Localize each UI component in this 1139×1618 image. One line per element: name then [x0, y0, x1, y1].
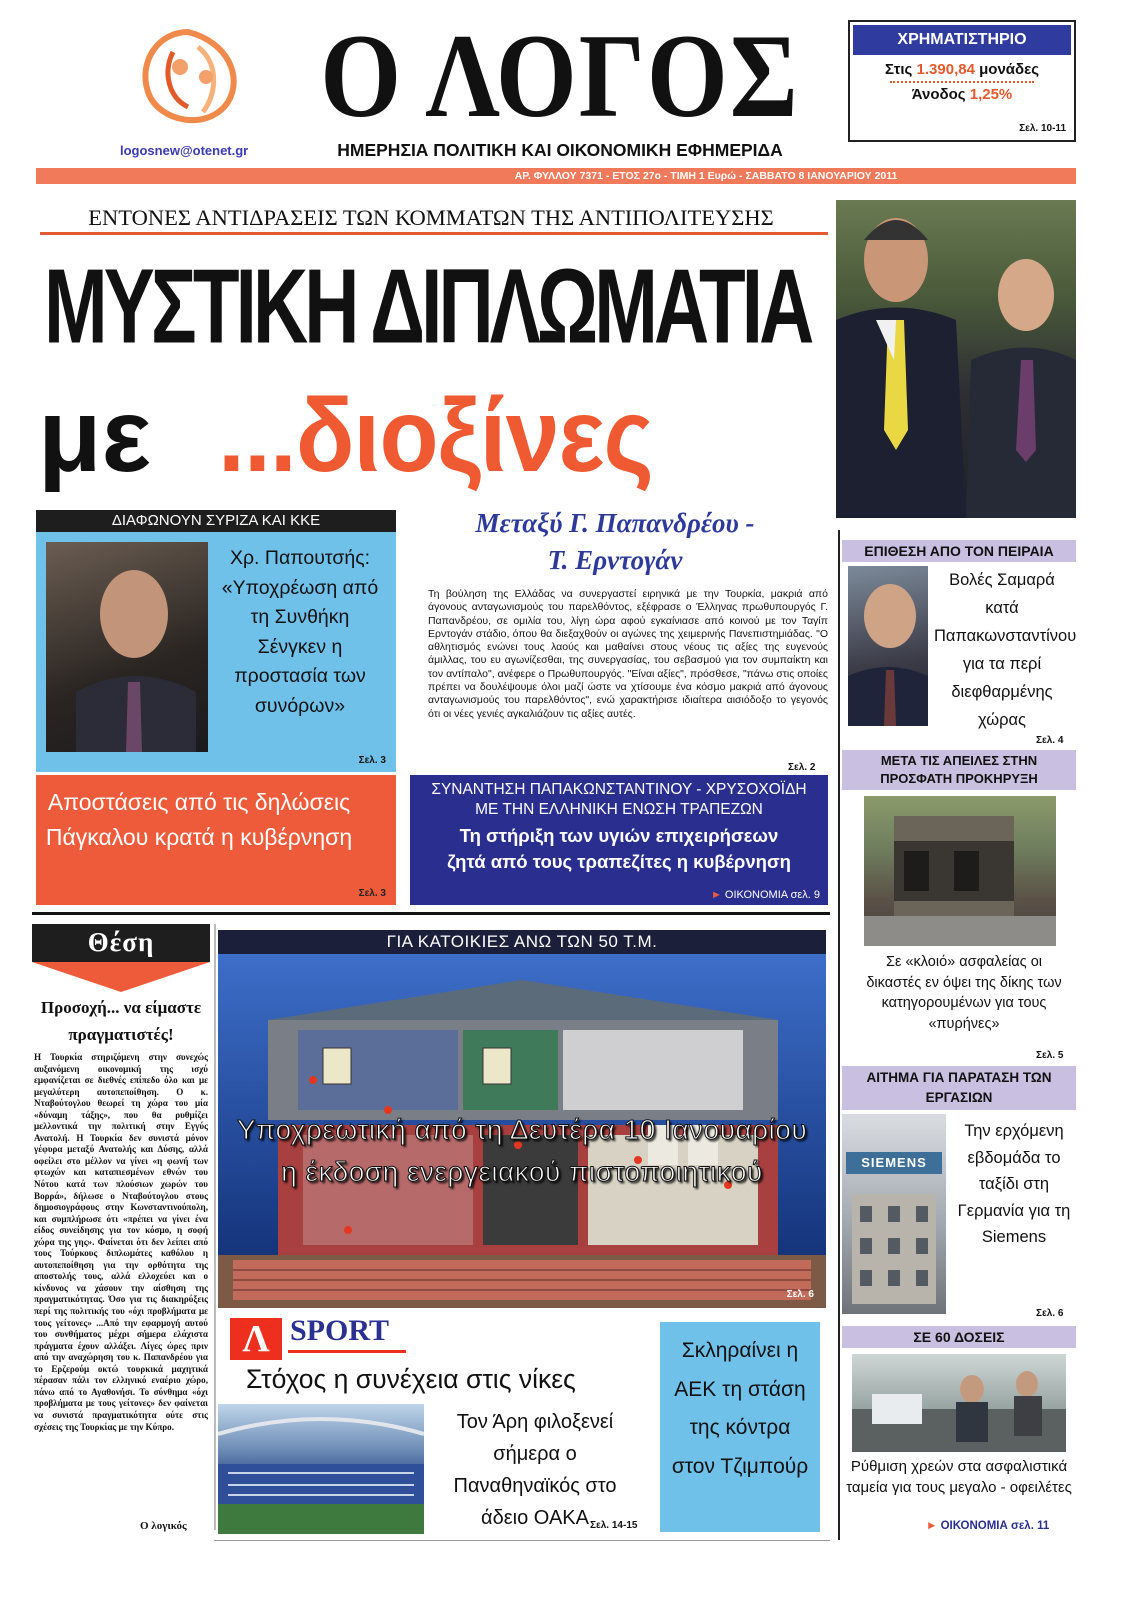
- samaras-photo: [848, 566, 928, 726]
- debt-text: Ρύθμιση χρεών στα ασφαλιστικά ταμεία για τους μεγαλο - οφειλέτες: [846, 1458, 1072, 1496]
- bottom-rule: [214, 1540, 830, 1541]
- stock-page-ref: Σελ. 10-11: [1019, 123, 1066, 134]
- lead-headline-1: ΜΥΣΤΙΚΗ ΔΙΠΛΩΜΑΤΙΑ: [44, 246, 811, 365]
- banks-page-ref-text: ΟΙΚΟΝΟΜΙΑ σελ. 9: [724, 889, 820, 901]
- banks-band-1: ΣΥΝΑΝΤΗΣΗ ΠΑΠΑΚΩΝΣΤΑΝΤΙΝΟΥ - ΧΡΥΣΟΧΟΪΔΗ: [431, 781, 807, 798]
- stock-line-2: [850, 86, 1074, 103]
- energy-headline-2: η έκδοση ενεργειακού πιστοποιητικού: [281, 1156, 763, 1187]
- sport-logo-box: [230, 1318, 282, 1360]
- thesi-column-rule: [214, 924, 216, 1530]
- lead-subhead-1: Μεταξύ Γ. Παπανδρέου -: [475, 508, 755, 538]
- energy-band: ΓΙΑ ΚΑΤΟΙΚΙΕΣ ΑΝΩ ΤΩΝ 50 Τ.Μ.: [218, 930, 826, 954]
- siemens-photo: [842, 1114, 946, 1314]
- stock-line-1: [850, 61, 1074, 78]
- threats-band-2: ΠΡΟΣΦΑΤΗ ΠΡΟΚΗΡΥΞΗ: [880, 771, 1038, 786]
- energy-headline-1: Υποχρεωτική από τη Δευτέρα 10 Ιανουαρίου: [236, 1114, 808, 1145]
- papoutsis-photo: [46, 542, 208, 752]
- piraeus-band: ΕΠΙΘΕΣΗ ΑΠΟ ΤΟΝ ΠΕΙΡΑΙΑ: [842, 540, 1076, 562]
- debt-page-ref-text: ΟΙΚΟΝΟΜΙΑ σελ. 11: [940, 1520, 1050, 1532]
- stock-box-header: ΧΡΗΜΑΤΙΣΤΗΡΙΟ: [853, 25, 1071, 55]
- masthead-title: Ο ΛΟΓΟΣ: [320, 10, 800, 143]
- arrow-icon: ►: [926, 1520, 938, 1532]
- work-page-ref: Σελ. 6: [1036, 1308, 1064, 1319]
- lead-photo: [836, 200, 1076, 518]
- thesi-label: Θέση: [87, 927, 155, 957]
- thesi-headline: Προσοχή... να είμαστε πραγματιστές!: [40, 998, 202, 1044]
- banks-page-ref: [711, 889, 820, 901]
- lead-headline-2a: με: [38, 378, 151, 494]
- sport-headline: Στόχος η συνέχεια στις νίκες: [246, 1364, 576, 1394]
- aek-text: Σκληραίνει η ΑΕΚ τη στάση της κόντρα στον Τζιμπούρ: [671, 1339, 809, 1478]
- masthead-subtitle: ΗΜΕΡΗΣΙΑ ΠΟΛΙΤΙΚΗ ΚΑΙ ΟΙΚΟΝΟΜΙΚΗ ΕΦΗΜΕΡΙΔΑ: [337, 140, 783, 160]
- stock-line-1-suffix: μονάδες: [979, 61, 1040, 78]
- stock-line-1-prefix: Στις: [884, 61, 913, 78]
- work-text: Την ερχόμενη εβδομάδα το ταξίδι στη Γερμανία για τη Siemens: [957, 1122, 1071, 1246]
- lead-kicker: ΕΝΤΟΝΕΣ ΑΝΤΙΔΡΑΣΕΙΣ ΤΩΝ ΚΟΜΜΑΤΩΝ ΤΗΣ ΑΝΤΙΠΟΛΙΤΕΥΣΗΣ: [88, 205, 774, 230]
- stock-change-value: 1,25%: [969, 86, 1013, 103]
- stock-line-2-prefix: Άνοδος: [911, 86, 966, 103]
- work-band: [842, 1066, 1076, 1110]
- aek-box: [660, 1322, 820, 1532]
- threats-page-ref: Σελ. 5: [1036, 1050, 1064, 1061]
- energy-box: [218, 930, 826, 1308]
- masthead-email[interactable]: logosnew@otenet.gr: [120, 143, 249, 158]
- section-divider: [32, 912, 830, 915]
- lead-page-ref: Σελ. 2: [788, 762, 816, 773]
- debt-band: ΣΕ 60 ΔΟΣΕΙΣ: [842, 1326, 1076, 1348]
- energy-page-ref: Σελ. 6: [786, 1289, 814, 1300]
- stock-index-value: 1.390,84: [916, 61, 975, 78]
- debt-photo: [852, 1354, 1066, 1452]
- syriza-page-ref: Σελ. 3: [358, 755, 386, 766]
- pangalos-box: [36, 775, 396, 905]
- lead-subhead-2: Τ. Ερντογάν: [547, 545, 683, 575]
- piraeus-text: Βολές Σαμαρά κατά Παπακωνσταντίνου για τα περί διεφθαρμένης χώρας: [934, 571, 1077, 729]
- banks-headline-1: Τη στήριξη των υγιών επιχειρήσεων: [459, 825, 779, 846]
- lead-headline-2b: ...διοξίνες: [218, 378, 653, 494]
- lead-body: Τη βούληση της Ελλάδας να συνεργαστεί ειρηνικά με την Τουρκία, μακριά από άγονους ανταγωνισμούς του παρελθόντος, εξέφρασε ο Έλληνας πρωθυπουργός Γ. Παπανδρέου, σε ομιλία του, λίγη ώρα αφού εγκαίνιασε από κοινού με τον Ταγίπ Ερντογάν στάδιο, όπου θα διεξαχθούν οι αγώνες της χειμερινής Πανεπιστημιάδας. "Ο αθλητισμός ενώνει τους λαούς και μαθαίνει στους νέους τις αξίες της ευγενούς άμιλλας, του ευ αγωνίζεσθαι, της συνεργασίας, του σεβασμού για τον συμπαίκτη και τον αντίπαλο", ανέφερε ο Πρωθυπουργός. "Είναι αξίες", πρόσθεσε, "πάνω στις οποίες πρέπει να δουλέψουμε όλοι μαζί ώστε να χτίσουμε ένα κόσμο μακριά από άγονους ανταγωνισμούς του παρελθόντος", ενώ χαρακτήρισε ιδιαίτερα αισιόδοξο το γεγονός ότι οι νέες γενιές αγκαλιάζουν τις αξίες αυτές.: [428, 588, 828, 720]
- debt-page-ref: [926, 1520, 1049, 1532]
- sport-label-rule: [288, 1350, 406, 1353]
- arrow-icon: ►: [710, 889, 722, 901]
- issue-bar: [36, 168, 1076, 184]
- pangalos-text: Αποστάσεις από τις δηλώσεις Πάγκαλου κρατά η κυβέρνηση: [45, 789, 353, 850]
- stock-divider: [890, 81, 1034, 83]
- sport-label: SPORT: [290, 1314, 389, 1347]
- masthead-logo: [118, 22, 258, 142]
- work-band-2: ΕΡΓΑΣΙΩΝ: [925, 1090, 993, 1105]
- syriza-quote: Χρ. Παπουτσής: «Υποχρέωση από τη Συνθήκη Σένγκεν η προστασία των συνόρων»: [221, 547, 379, 717]
- stadium-photo: [218, 1404, 424, 1534]
- work-band-1: ΑΙΤΗΜΑ ΓΙΑ ΠΑΡΑΤΑΣΗ ΤΩΝ: [866, 1070, 1052, 1085]
- thesi-body: Η Τουρκία στηριζόμενη στην συνεχώς αυξανόμενη οικονομική της ισχύ εμφανίζεται σε διεθνές επίπεδο όλο και με μεγαλύτερη αυτοπεποίθηση. Ο κ. Νταβούτογλου θεωρεί τη χώρα του μία «δύναμη τάξης», που θα ρυθμίζει μελλοντικά την πολιτική στην Εγγύς Ανατολή. Η Τουρκία δεν συνιστά μόνον γέφυρα μεταξύ Ανατολής και Δύσης, αλλά οφείλει στο μέλλον να γίνει «η φωνή των φτωχών και καταπιεσμένων εθνών του Νότου κατά των πλούσιων χωρών του Βορρά», δήλωσε ο Νταβούτογλου στους δημοσιογράφους στην Κωνσταντινούπολη, και συμπλήρωσε ότι «πρέπει να γίνει ένα είδος συνείδησης για τον κόσμο, η σοφή χώρα της γης». Φαίνεται ότι δεν λείπει από τους Τούρκους διπλωμάτες καθόλου η αυτοπεποίθηση για την ορθότητα της αποστολής τους, αλλά ελλοχεύει και ο κίνδυνος να χάσουν την αίσθηση της πραγματικότητας. Όσο για τις διακηρύξεις περί της πολιτικής του «όχι προβλήματα με τους γείτονες» ...Από την εφαρμογή αυτού του συνθήματος μέχρι σήμερα ελάχιστα πράγματα έχουν αλλάξει. Λίγες ώρες πριν από την αναχώρηση του κ. Παπανδρέου για το Ερζερούμ οκτώ τουρκικά μαχητικά πέρασαν πάλι τον ελληνικό εναέριο χώρο, πάνω από το Αγαθονήσι. Το σύνθημα «όχι προβλήματα με τους γείτονες» δεν φαίνεται να συνιστά πραγματικότητα ούτε στις σχέσεις της Τουρκίας με την Κύπρο.: [34, 1052, 208, 1432]
- syriza-box: [36, 532, 396, 772]
- thesi-label-box: [32, 924, 210, 962]
- banks-box: [410, 775, 828, 905]
- syriza-band: ΔΙΑΦΩΝΟΥΝ ΣΥΡΙΖΑ ΚΑΙ ΚΚΕ: [36, 510, 396, 532]
- threats-text: Σε «κλοιό» ασφαλείας οι δικαστές εν όψει της δίκης των κατηγορουμένων για τους «πυρήνες»: [866, 954, 1062, 1032]
- sport-lambda-icon: Λ: [242, 1318, 270, 1360]
- threats-band: [842, 750, 1076, 790]
- piraeus-page-ref: Σελ. 4: [1036, 735, 1064, 746]
- issue-line: ΑΡ. ΦΥΛΛΟΥ 7371 - ΕΤΟΣ 27ο - ΤΙΜΗ 1 Ευρώ - ΣΑΒΒΑΤΟ 8 ΙΑΝΟΥΑΡΙΟΥ 2011: [514, 170, 898, 182]
- thesi-arrow-icon: [32, 962, 210, 992]
- thesi-signature: Ο λογικός: [140, 1520, 187, 1532]
- stock-box: [848, 20, 1076, 142]
- banks-band-2: ΜΕ ΤΗΝ ΕΛΛΗΝΙΚΗ ΕΝΩΣΗ ΤΡΑΠΕΖΩΝ: [475, 801, 763, 818]
- sport-page-ref: Σελ. 14-15: [590, 1520, 638, 1531]
- sport-text: Τον Άρη φιλοξενεί σήμερα ο Παναθηναϊκός στο άδειο ΟΑΚΑ: [453, 1411, 617, 1529]
- siemens-sign: SIEMENS: [846, 1152, 942, 1174]
- pangalos-page-ref: Σελ. 3: [358, 888, 386, 899]
- court-photo: [864, 796, 1056, 946]
- banks-headline-2: ζητά από τους τραπεζίτες η κυβέρνηση: [447, 851, 791, 872]
- threats-band-1: ΜΕΤΑ ΤΙΣ ΑΠΕΙΛΕΣ ΣΤΗΝ: [880, 753, 1038, 768]
